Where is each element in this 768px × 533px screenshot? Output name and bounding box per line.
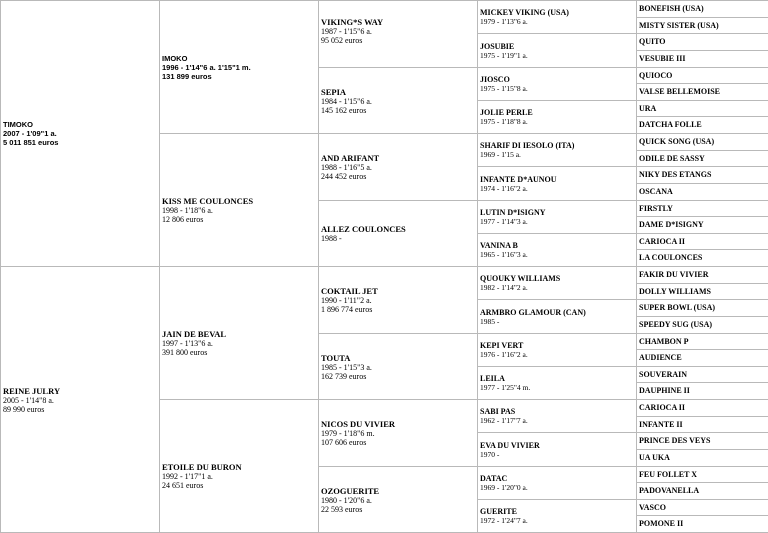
horse-name: SABI PAS — [480, 407, 516, 416]
horse-record: 1998 - 1'18"6 a. — [162, 206, 213, 215]
gen5-horse-cell[interactable] — [636, 266, 768, 284]
horse-record: 1977 - 1'25"4 m. — [480, 383, 531, 392]
horse-name: FAKIR DU VIVIER — [639, 270, 709, 279]
horse-name: OSCANA — [639, 187, 673, 196]
horse-record: 1972 - 1'24"7 a. — [480, 516, 528, 525]
gen5-horse-cell[interactable] — [636, 100, 768, 117]
gen5-horse-cell[interactable] — [636, 466, 768, 483]
horse-earnings: 24 651 euros — [162, 481, 204, 490]
horse-record: 1969 - 1'15 a. — [480, 150, 521, 159]
gen5-horse-cell[interactable] — [636, 349, 768, 367]
gen3-horse-cell[interactable] — [318, 133, 478, 201]
horse-name: VESUBIE III — [639, 54, 686, 63]
gen5-horse-cell[interactable] — [636, 233, 768, 250]
horse-record: 1988 - — [321, 234, 342, 243]
gen3-horse-cell[interactable] — [318, 0, 478, 68]
horse-name: VANINA B — [480, 241, 518, 250]
gen5-horse-cell[interactable] — [636, 333, 768, 350]
horse-name: ODILE DE SASSY — [639, 153, 705, 163]
horse-earnings: 107 606 euros — [321, 438, 367, 447]
gen4-horse-cell[interactable] — [477, 166, 637, 201]
gen5-horse-cell[interactable] — [636, 299, 768, 317]
horse-earnings: 391 800 euros — [162, 348, 208, 357]
gen5-horse-cell[interactable] — [636, 399, 768, 417]
gen4-horse-cell[interactable] — [477, 233, 637, 267]
horse-name: LEILA — [480, 374, 505, 383]
horse-name: ALLEZ COULONCES — [321, 224, 406, 234]
gen5-horse-cell[interactable] — [636, 17, 768, 34]
horse-name: PRINCE DES VEYS — [639, 436, 711, 445]
horse-record: 1987 - 1'15"6 a. — [321, 27, 372, 36]
horse-record: 1979 - 1'18"6 m. — [321, 429, 375, 438]
horse-name: DATAC — [480, 474, 508, 483]
horse-name: AND ARIFANT — [321, 153, 380, 163]
gen5-horse-cell[interactable] — [636, 83, 768, 101]
subject-horse-cell[interactable] — [0, 0, 160, 267]
horse-name: SPEEDY SUG (USA) — [639, 320, 713, 329]
horse-earnings: 131 899 euros — [162, 71, 212, 81]
gen5-horse-cell[interactable] — [636, 283, 768, 300]
horse-name: DAME D*ISIGNY — [639, 220, 704, 229]
horse-name: QUIOCO — [639, 70, 673, 80]
gen5-horse-cell[interactable] — [636, 200, 768, 217]
horse-name: FIRSTLY — [639, 203, 673, 213]
horse-earnings: 95 052 euros — [321, 36, 363, 45]
gen4-horse-cell[interactable] — [477, 366, 637, 400]
gen4-horse-cell[interactable] — [477, 200, 637, 234]
gen4-horse-cell[interactable] — [477, 432, 637, 467]
gen5-horse-cell[interactable] — [636, 33, 768, 51]
horse-name: QUICK SONG (USA) — [639, 137, 715, 146]
gen3-horse-cell[interactable] — [318, 67, 478, 134]
horse-name: OZOGUERITE — [321, 485, 380, 496]
horse-earnings: 22 593 euros — [321, 504, 363, 514]
gen5-horse-cell[interactable] — [636, 316, 768, 334]
gen4-horse-cell[interactable] — [477, 33, 637, 68]
horse-name: ETOILE DU BURON — [162, 462, 242, 472]
horse-name: AUDIENCE — [639, 353, 682, 362]
horse-earnings: 162 739 euros — [321, 371, 367, 381]
horse-earnings: 145 162 euros — [321, 105, 367, 115]
gen4-horse-cell[interactable] — [477, 133, 637, 167]
gen4-horse-cell[interactable] — [477, 67, 637, 101]
horse-name: MICKEY VIKING (USA) — [480, 8, 569, 17]
horse-name: COKTAIL JET — [321, 286, 378, 296]
horse-name: VIKING*S WAY — [321, 17, 384, 27]
gen4-horse-cell[interactable] — [477, 0, 637, 34]
gen3-horse-cell[interactable] — [318, 399, 478, 467]
horse-name: QUOUKY WILLIAMS — [480, 274, 561, 283]
horse-name: LA COULONCES — [639, 253, 703, 262]
horse-name: INFANTE D*AUNOU — [480, 174, 557, 184]
gen2-horse-cell[interactable] — [159, 0, 319, 134]
horse-record: 1990 - 1'11"2 a. — [321, 296, 372, 305]
horse-record: 1975 - 1'18"8 a. — [480, 117, 528, 126]
horse-name: SOUVERAIN — [639, 369, 688, 379]
horse-record: 1974 - 1'16"2 a. — [480, 183, 528, 193]
horse-name: SHARIF DI IESOLO (ITA) — [480, 141, 575, 150]
horse-record: 1975 - 1'15"8 a. — [480, 84, 528, 93]
horse-name: URA — [639, 103, 657, 113]
horse-name: LUTIN D*ISIGNY — [480, 208, 546, 217]
horse-name: CHAMBON P — [639, 336, 689, 346]
horse-name: CARIOCA II — [639, 236, 686, 246]
horse-name: SEPIA — [321, 86, 347, 97]
gen5-horse-cell[interactable] — [636, 216, 768, 234]
horse-name: INFANTE II — [639, 419, 683, 429]
horse-name: POMONE II — [639, 519, 684, 528]
horse-name: JIOSCO — [480, 75, 510, 84]
horse-record: 2005 - 1'14"8 a. — [3, 395, 54, 405]
horse-name: DATCHA FOLLE — [639, 120, 702, 129]
gen4-horse-cell[interactable] — [477, 399, 637, 433]
horse-name: NICOS DU VIVIER — [321, 419, 395, 429]
horse-record: 1980 - 1'20"6 a. — [321, 495, 372, 505]
horse-record: 1976 - 1'16"2 a. — [480, 350, 528, 359]
horse-name: VALSE BELLEMOISE — [639, 87, 720, 96]
horse-name: VASCO — [639, 502, 666, 512]
horse-name: REINE JULRY — [3, 385, 61, 396]
horse-earnings: 5 011 851 euros — [3, 138, 59, 147]
gen5-horse-cell[interactable] — [636, 0, 768, 18]
horse-name: JAIN DE BEVAL — [162, 329, 227, 339]
gen4-horse-cell[interactable] — [477, 266, 637, 300]
horse-record: 1977 - 1'14"3 a. — [480, 217, 528, 226]
horse-record: 1988 - 1'16"5 a. — [321, 163, 372, 172]
gen2-horse-cell[interactable] — [159, 266, 319, 400]
horse-name: GUERITE — [480, 507, 517, 516]
horse-record: 1969 - 1'20"0 a. — [480, 483, 528, 492]
gen4-horse-cell[interactable] — [477, 100, 637, 134]
horse-name: JOSUBIE — [480, 41, 515, 51]
horse-record: 1992 - 1'17"1 a. — [162, 472, 213, 481]
horse-record: 1985 - — [480, 316, 500, 326]
horse-record: 1970 - — [480, 449, 500, 459]
horse-earnings: 89 990 euros — [3, 404, 45, 414]
dam-cell[interactable] — [0, 266, 160, 533]
horse-name: TOUTA — [321, 352, 351, 363]
gen3-horse-cell[interactable] — [318, 200, 478, 267]
horse-earnings: 1 896 774 euros — [321, 305, 373, 314]
gen5-horse-cell[interactable] — [636, 249, 768, 267]
horse-name: BONEFISH (USA) — [639, 4, 704, 13]
gen5-horse-cell[interactable] — [636, 432, 768, 450]
horse-name: PADOVANELLA — [639, 486, 700, 495]
gen3-horse-cell[interactable] — [318, 266, 478, 334]
gen2-horse-cell[interactable] — [159, 399, 319, 533]
horse-name: CARIOCA II — [639, 403, 686, 412]
horse-record: 1982 - 1'14"2 a. — [480, 283, 528, 292]
horse-name: QUITO — [639, 37, 666, 46]
horse-name: ARMBRO GLAMOUR (CAN) — [480, 307, 586, 317]
horse-name: EVA DU VIVIER — [480, 440, 540, 450]
horse-record: 1996 - 1'14"6 a. 1'15"1 m. — [162, 62, 251, 72]
horse-name: DAUPHINE II — [639, 386, 690, 395]
gen4-horse-cell[interactable] — [477, 299, 637, 334]
gen5-horse-cell[interactable] — [636, 416, 768, 433]
gen5-horse-cell[interactable] — [636, 482, 768, 500]
horse-name: KISS ME COULONCES — [162, 196, 254, 206]
horse-name: NIKY DES ETANGS — [639, 170, 712, 179]
gen4-horse-cell[interactable] — [477, 499, 637, 533]
horse-name: UA UKA — [639, 453, 670, 462]
horse-name: FEU FOLLET X — [639, 469, 698, 479]
horse-earnings: 12 806 euros — [162, 215, 204, 224]
gen4-horse-cell[interactable] — [477, 466, 637, 500]
horse-record: 1979 - 1'13"6 a. — [480, 17, 528, 26]
gen5-horse-cell[interactable] — [636, 50, 768, 68]
horse-record: 1997 - 1'13"6 a. — [162, 339, 213, 348]
horse-record: 1975 - 1'19"1 a. — [480, 50, 528, 60]
gen3-horse-cell[interactable] — [318, 466, 478, 533]
horse-record: 1965 - 1'16"3 a. — [480, 250, 528, 259]
horse-name: IMOKO — [162, 53, 188, 63]
horse-earnings: 244 452 euros — [321, 172, 367, 181]
horse-name: KEPI VERT — [480, 341, 524, 350]
gen3-horse-cell[interactable] — [318, 333, 478, 400]
gen5-horse-cell[interactable] — [636, 499, 768, 516]
gen5-horse-cell[interactable] — [636, 366, 768, 383]
gen5-horse-cell[interactable] — [636, 449, 768, 467]
gen5-horse-cell[interactable] — [636, 515, 768, 533]
gen5-horse-cell[interactable] — [636, 150, 768, 167]
horse-record: 1962 - 1'17"7 a. — [480, 416, 528, 425]
horse-name: JOLIE PERLE — [480, 108, 533, 117]
gen5-horse-cell[interactable] — [636, 67, 768, 84]
gen5-horse-cell[interactable] — [636, 166, 768, 184]
horse-name: SUPER BOWL (USA) — [639, 303, 716, 312]
gen4-horse-cell[interactable] — [477, 333, 637, 367]
horse-record: 2007 - 1'09"1 a. — [3, 129, 57, 138]
horse-name: MISTY SISTER (USA) — [639, 20, 719, 30]
gen5-horse-cell[interactable] — [636, 133, 768, 151]
horse-name: TIMOKO — [3, 120, 33, 129]
horse-record: 1985 - 1'15"3 a. — [321, 362, 372, 372]
horse-record: 1984 - 1'15"6 a. — [321, 96, 372, 106]
gen5-horse-cell[interactable] — [636, 382, 768, 400]
gen5-horse-cell[interactable] — [636, 183, 768, 201]
gen5-horse-cell[interactable] — [636, 116, 768, 134]
gen2-horse-cell[interactable] — [159, 133, 319, 267]
horse-name: DOLLY WILLIAMS — [639, 286, 711, 296]
